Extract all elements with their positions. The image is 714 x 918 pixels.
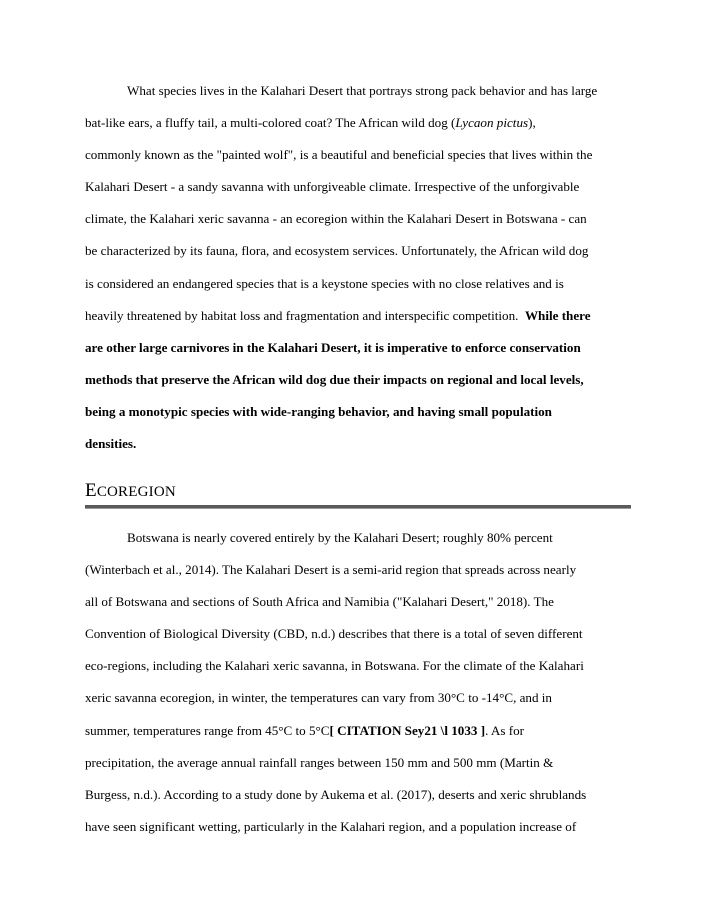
- thesis-line: densities.: [85, 436, 137, 452]
- text-line: [85, 300, 634, 332]
- text-line: Kalahari Desert - a sandy savanna with unforgiveable climate. Irrespective of the unforgivable: [85, 179, 580, 195]
- thesis-line: methods that preserve the African wild dog due their impacts on regional and local levels,: [85, 371, 584, 387]
- text-span: heavily threatened by habitat loss and fragmentation and interspecific competition.: [85, 307, 525, 323]
- text-line: [85, 715, 634, 747]
- text-line: (Winterbach et al., 2014). The Kalahari Desert is a semi-arid region that spreads across nearly: [85, 562, 577, 578]
- text-span: bat-like ears, a fluffy tail, a multi-colored coat? The African wild dog (: [85, 115, 456, 131]
- thesis-bold-start: While there: [524, 307, 591, 323]
- text-line: be characterized by its fauna, flora, and ecosystem services. Unfortunately, the African wild dog: [85, 243, 589, 259]
- text-line: precipitation, the average annual rainfall ranges between 150 mm and 500 mm (Martin &: [85, 754, 554, 770]
- section-heading: [85, 480, 631, 508]
- citation-field: [ CITATION Sey21 \l 1033 ]: [329, 722, 486, 738]
- intro-paragraph: [85, 75, 634, 460]
- heading-initial: E: [85, 480, 97, 501]
- ecoregion-paragraph: [85, 522, 634, 843]
- thesis-line: are other large carnivores in the Kalahari Desert, it is imperative to enforce conservation: [85, 339, 581, 355]
- text-line: climate, the Kalahari xeric savanna - an ecoregion within the Kalahari Desert in Botswana - can: [85, 211, 587, 227]
- text-span: summer, temperatures range from 45°C to 5°C: [85, 722, 330, 738]
- heading-rest: COREGION: [96, 484, 176, 500]
- text-line: is considered an endangered species that is a keystone species with no close relatives and is: [85, 275, 564, 291]
- text-line: commonly known as the "painted wolf", is a beautiful and beneficial species that lives within the: [85, 147, 593, 163]
- thesis-line: being a monotypic species with wide-ranging behavior, and having small population: [85, 403, 552, 419]
- text-line: Botswana is nearly covered entirely by the Kalahari Desert; roughly 80% percent: [127, 530, 553, 545]
- text-line: [85, 107, 634, 139]
- text-line: Burgess, n.d.). According to a study done by Aukema et al. (2017), deserts and xeric shrublands: [85, 786, 587, 802]
- text-line: Convention of Biological Diversity (CBD, n.d.) describes that there is a total of seven different: [85, 626, 583, 642]
- text-span: . As for: [485, 722, 524, 738]
- text-span: ),: [528, 115, 536, 131]
- species-name-italic: Lycaon pictus: [455, 115, 529, 131]
- text-line: have seen significant wetting, particularly in the Kalahari region, and a population increase of: [85, 818, 577, 834]
- text-line: What species lives in the Kalahari Desert that portrays strong pack behavior and has large: [127, 83, 598, 98]
- text-line: xeric savanna ecoregion, in winter, the temperatures can vary from 30°C to -14°C, and in: [85, 690, 552, 706]
- text-line: eco-regions, including the Kalahari xeric savanna, in Botswana. For the climate of the Kalahari: [85, 658, 584, 674]
- text-line: all of Botswana and sections of South Africa and Namibia ("Kalahari Desert," 2018). The: [85, 594, 554, 610]
